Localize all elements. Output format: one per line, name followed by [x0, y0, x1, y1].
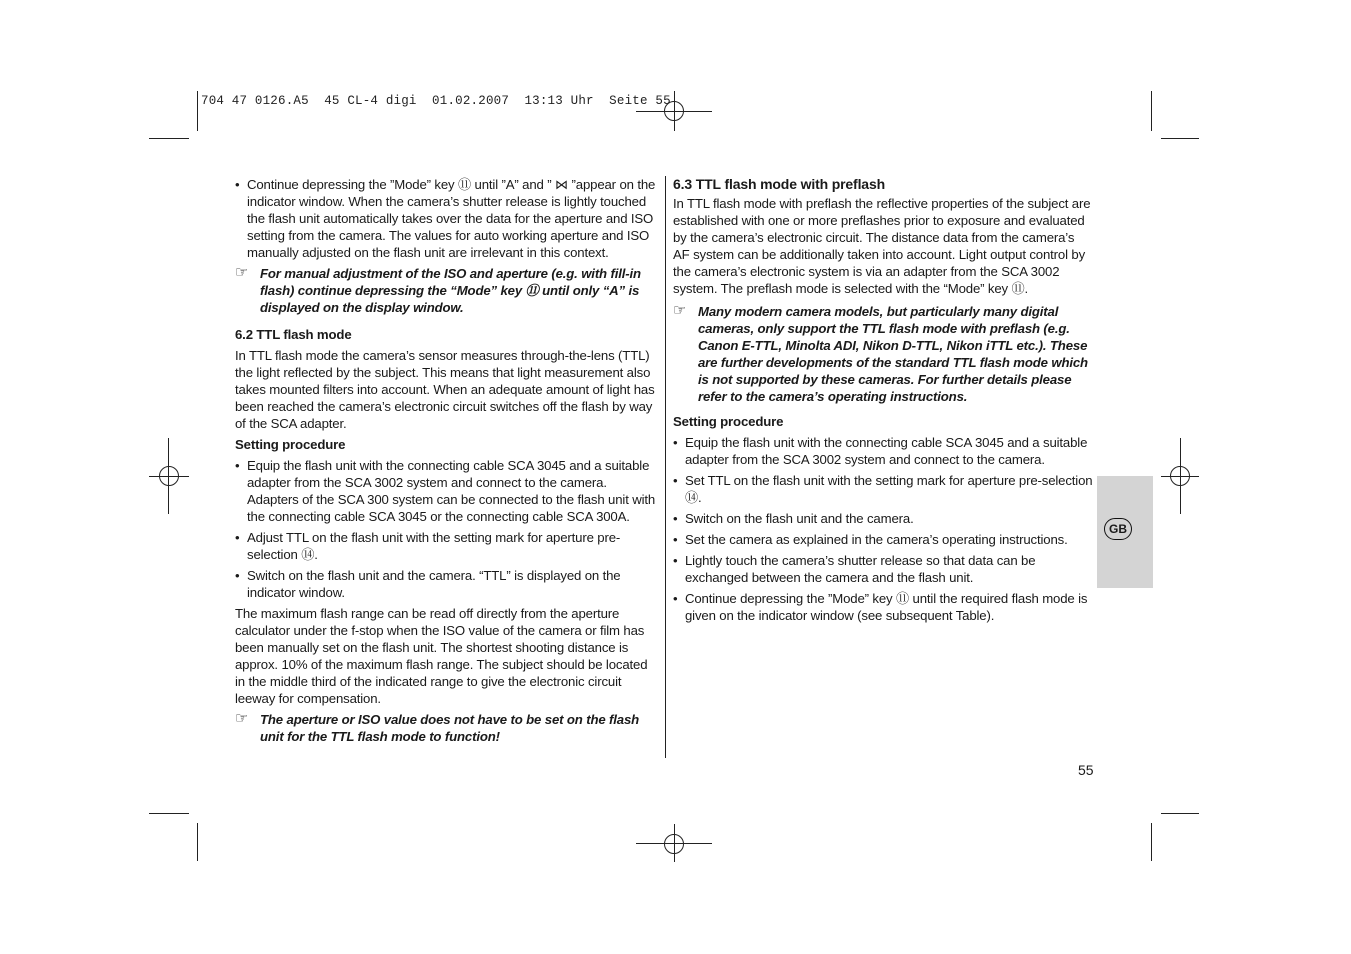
- column-divider: [665, 176, 666, 758]
- pointing-hand-icon: ☞: [235, 710, 249, 727]
- list-item: • Lightly touch the camera’s shutter release so that data can be exchanged between the camera and the flash unit.: [673, 553, 1036, 585]
- subheading: Setting procedure: [673, 414, 784, 429]
- paragraph: The maximum flash range can be read off directly from the aperture calculator under the f-stop when the ISO value of the camera or film has been manually set on the flash unit. The shortest shooting distance is approx. 10% of the maximum flash range. The subject should be located in the middle third of the indicated range to give the electronic circuit leeway for compensation.: [235, 606, 648, 706]
- paragraph: In TTL flash mode the camera’s sensor measures through-the-lens (TTL) the light reflected by the subject. This means that light measurement also takes mounted filters into account. When an adequate amount of light has been reached the camera’s electronic circuit switches off the flash by way of the SCA adapter.: [235, 348, 655, 431]
- list-item: • Continue depressing the ”Mode” key ⑪ until ”A” and ” ⋈ ”appear on the indicator window. When the camera’s shutter release is lightly touched the flash unit automatically takes over the data for the aperture and ISO setting from the camera. The values for auto working aperture and ISO manually adjusted on the flash unit are irrelevant in this context.: [235, 177, 656, 260]
- pointing-hand-icon: ☞: [235, 264, 249, 281]
- hint-note: ☞ For manual adjustment of the ISO and aperture (e.g. with fill-in flash) continue depressing the “Mode” key ⑪ until only “A” is displayed on the display window.: [235, 264, 641, 315]
- list-item: • Set TTL on the flash unit with the setting mark for aperture pre-selection ⑭.: [673, 473, 1093, 505]
- page-number: 55: [1078, 762, 1094, 778]
- pointing-hand-icon: ☞: [673, 302, 687, 319]
- list-item: • Equip the flash unit with the connecting cable SCA 3045 and a suitable adapter from the SCA 3002 system and connect to the camera.: [673, 435, 1088, 467]
- hint-note: ☞ Many modern camera models, but particularly many digital cameras, only support the TTL flash mode with preflash (e.g. Canon E-TTL, Minolta ADI, Nikon D-TTL, Nikon iTTL etc.). These are further developments of the standard TTL flash mode which is not supported by these cameras. For further details please refer to the camera’s operating instructions.: [673, 302, 1088, 404]
- list-item: • Adjust TTL on the flash unit with the setting mark for aperture pre-selection ⑭.: [235, 530, 621, 562]
- section-heading: 6.2 TTL flash mode: [235, 327, 352, 342]
- right-column: [673, 176, 1093, 628]
- list-item: • Equip the flash unit with the connecting cable SCA 3045 and a suitable adapter from the SCA 3002 system and connect to the camera. Adapters of the SCA 300 system can be connected to the flash unit with the connecting cable SCA 3045 or the connecting cable SCA 300A.: [235, 458, 656, 524]
- list-item: • Set the camera as explained in the camera’s operating instructions.: [673, 532, 1068, 547]
- subheading: Setting procedure: [235, 437, 346, 452]
- list-item: • Switch on the flash unit and the camera. “TTL” is displayed on the indicator window.: [235, 568, 621, 600]
- paragraph: In TTL flash mode with preflash the reflective properties of the subject are established with one or more preflashes prior to exposure and evaluated by the camera’s electronic circuit. The distance data from the camera’s AF system can be additionally taken into account. Light output control by the camera’s electronic system is via an adapter from the SCA 3002 system. The preflash mode is selected with the “Mode” key ⑪.: [673, 196, 1091, 296]
- list-item: • Switch on the flash unit and the camera.: [673, 511, 914, 526]
- left-column: [235, 176, 659, 751]
- section-heading: 6.3 TTL flash mode with preflash: [673, 176, 885, 192]
- list-item: • Continue depressing the ”Mode” key ⑪ until the required flash mode is given on the indicator window (see subsequent Table).: [673, 591, 1088, 623]
- hint-note: ☞ The aperture or ISO value does not have to be set on the flash unit for the TTL flash mode to function!: [235, 710, 640, 744]
- language-badge-gb: GB: [1104, 518, 1132, 540]
- print-header-line: 704 47 0126.A5 45 CL-4 digi 01.02.2007 13:13 Uhr Seite 55: [201, 94, 671, 108]
